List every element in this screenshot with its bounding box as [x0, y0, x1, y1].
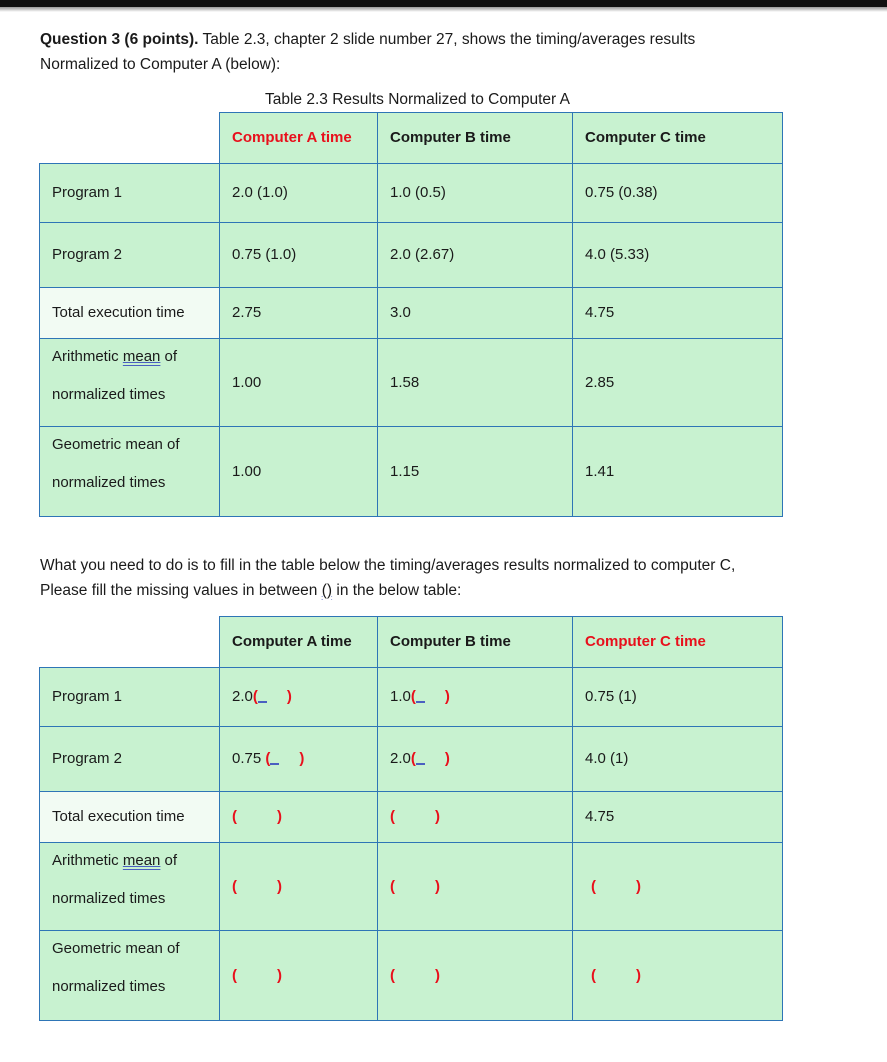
label-part: normalized times: [52, 474, 166, 491]
label-part: Geometric mean of: [52, 436, 180, 453]
row-label: [40, 427, 220, 517]
header-computer-b: Computer B time: [378, 617, 573, 668]
cell-c: 1.41: [573, 427, 783, 517]
instructions-paragraph: [40, 553, 735, 603]
cell-b: 2.0 (2.67): [378, 223, 573, 288]
open-paren: (: [232, 877, 237, 895]
header-computer-a: Computer A time: [220, 113, 378, 164]
open-paren: (: [410, 688, 416, 705]
header-computer-c: Computer C time: [573, 617, 783, 668]
row-label: [40, 931, 220, 1021]
instructions-line2c: in the below table:: [332, 582, 462, 599]
row-label: Total execution time: [40, 792, 220, 843]
table-header-row: [40, 113, 783, 164]
open-paren: (: [591, 966, 596, 984]
row-label: Program 2: [40, 727, 220, 792]
cell-a-fill[interactable]: [220, 792, 378, 843]
results-table-computer-c: [39, 616, 783, 1021]
cell-value: 1.0: [390, 688, 411, 705]
blank-corner-cell: [40, 113, 220, 164]
table-row: [40, 931, 783, 1021]
instructions-line2a: Please fill the missing values in between: [40, 582, 322, 599]
cell-a-fill[interactable]: [220, 843, 378, 931]
table-row: [40, 792, 783, 843]
cell-b-fill[interactable]: [378, 931, 573, 1021]
header-computer-c: Computer C time: [573, 113, 783, 164]
table-row: [40, 288, 783, 339]
cell-c: 4.0 (5.33): [573, 223, 783, 288]
cell-a: 2.0 (1.0): [220, 164, 378, 223]
cell-value: 2.0: [232, 688, 253, 705]
table-row: [40, 339, 783, 427]
table-row: [40, 427, 783, 517]
cell-value: 0.75: [232, 750, 262, 767]
label-part: normalized times: [52, 386, 166, 403]
table-row: [40, 843, 783, 931]
instructions-line1: What you need to do is to fill in the table below the timing/averages results normalized to computer C,: [40, 557, 736, 574]
open-paren: (: [390, 808, 395, 825]
row-label: Program 1: [40, 164, 220, 223]
table-row: [40, 164, 783, 223]
question-paragraph: [40, 27, 695, 77]
cell-b-fill[interactable]: [378, 668, 573, 727]
close-paren: ): [444, 750, 450, 767]
table-row: [40, 223, 783, 288]
cell-c: 0.75 (0.38): [573, 164, 783, 223]
cell-a-fill[interactable]: [220, 727, 378, 792]
cell-b-fill[interactable]: [378, 792, 573, 843]
close-paren: ): [435, 966, 440, 984]
header-computer-a: Computer A time: [220, 617, 378, 668]
cell-c: 4.75: [573, 288, 783, 339]
table-row: [40, 727, 783, 792]
window-top-shadow: [0, 7, 887, 12]
cell-c-fill[interactable]: [573, 843, 783, 931]
close-paren: ): [636, 966, 641, 984]
cell-b: 3.0: [378, 288, 573, 339]
close-paren: ): [435, 808, 440, 825]
cell-c: 0.75 (1): [573, 668, 783, 727]
open-paren: (: [232, 966, 237, 984]
cell-b-fill[interactable]: [378, 843, 573, 931]
cell-b: 1.0 (0.5): [378, 164, 573, 223]
open-paren: (: [390, 966, 395, 984]
label-part: mean: [122, 348, 161, 365]
cell-a: 1.00: [220, 427, 378, 517]
label-part: Arithmetic: [52, 348, 123, 365]
row-label: [40, 339, 220, 427]
label-part: of: [160, 348, 178, 365]
cell-c-fill[interactable]: [573, 931, 783, 1021]
close-paren: ): [277, 966, 282, 984]
cell-a-fill[interactable]: [220, 668, 378, 727]
label-part: Arithmetic: [52, 852, 123, 869]
cell-value: 2.0: [390, 750, 411, 767]
question-heading: Question 3 (6 points).: [40, 31, 199, 48]
row-label: Total execution time: [40, 288, 220, 339]
close-paren: ): [299, 750, 305, 767]
open-paren: (: [232, 808, 237, 825]
open-paren: (: [591, 877, 596, 895]
cell-a: 0.75 (1.0): [220, 223, 378, 288]
cell-a-fill[interactable]: [220, 931, 378, 1021]
row-label: [40, 843, 220, 931]
cell-c: 4.0 (1): [573, 727, 783, 792]
cell-a: 2.75: [220, 288, 378, 339]
close-paren: ): [435, 877, 440, 895]
label-part: normalized times: [52, 978, 166, 995]
blank-corner-cell: [40, 617, 220, 668]
label-part: mean: [122, 852, 161, 869]
instructions-parens: (): [321, 582, 333, 599]
close-paren: ): [444, 688, 450, 705]
cell-b-fill[interactable]: [378, 727, 573, 792]
close-paren: ): [277, 877, 282, 895]
row-label: Program 1: [40, 668, 220, 727]
cell-b: 1.15: [378, 427, 573, 517]
cell-c: 2.85: [573, 339, 783, 427]
cell-b: 1.58: [378, 339, 573, 427]
close-paren: ): [286, 688, 292, 705]
table-header-row: [40, 617, 783, 668]
header-computer-b: Computer B time: [378, 113, 573, 164]
label-part: Geometric mean of: [52, 940, 180, 957]
close-paren: ): [636, 877, 641, 895]
open-paren: (: [410, 750, 416, 767]
table1-caption: Table 2.3 Results Normalized to Computer A: [265, 91, 570, 108]
label-part: normalized times: [52, 890, 166, 907]
open-paren: (: [252, 688, 258, 705]
cell-c: 4.75: [573, 792, 783, 843]
open-paren: (: [265, 750, 271, 767]
table-row: [40, 668, 783, 727]
question-line2: Normalized to Computer A (below):: [40, 56, 281, 73]
row-label: Program 2: [40, 223, 220, 288]
open-paren: (: [390, 877, 395, 895]
cell-a: 1.00: [220, 339, 378, 427]
window-top-border: [0, 0, 887, 7]
question-line1: Table 2.3, chapter 2 slide number 27, shows the timing/averages results: [202, 31, 696, 48]
results-table-computer-a: [39, 112, 783, 517]
close-paren: ): [277, 808, 282, 825]
label-part: of: [160, 852, 178, 869]
